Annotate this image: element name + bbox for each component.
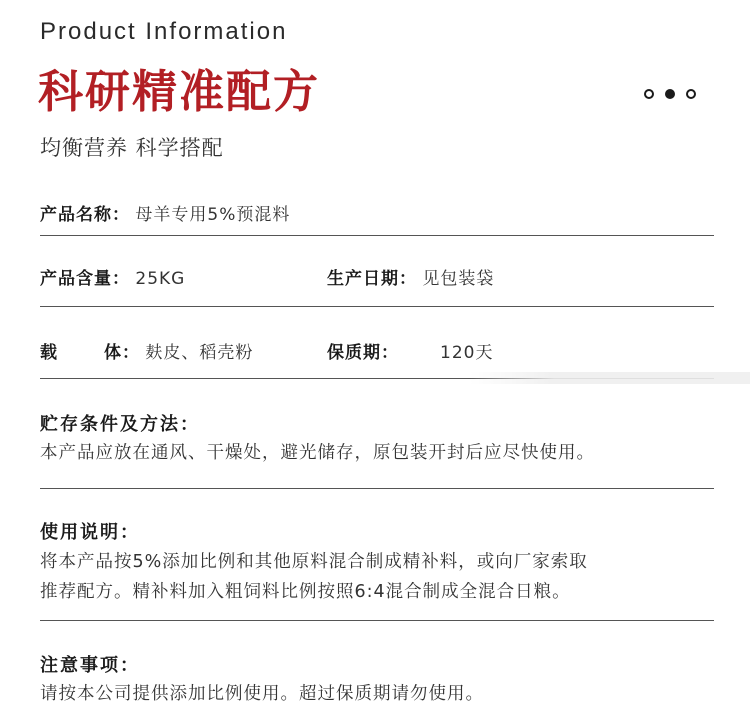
storage-text: 本产品应放在通风、干燥处，避光储存，原包装开封后应尽快使用。 <box>40 443 595 463</box>
spec-row-carrier <box>40 341 253 365</box>
date-value: 见包装袋 <box>422 269 495 289</box>
hero-title: 科研精准配方 <box>38 65 321 118</box>
usage-title: 使用说明： <box>40 522 140 543</box>
carrier-label-b: 体： <box>104 343 140 363</box>
divider <box>40 306 714 307</box>
divider <box>40 488 714 489</box>
pager-dot-active <box>665 89 675 99</box>
name-value: 母羊专用5%预混料 <box>135 205 291 225</box>
weight-value: 25KG <box>135 269 186 289</box>
pager-dots <box>642 88 698 104</box>
shelf-value: 120天 <box>440 343 494 363</box>
carrier-label-a: 载 <box>40 343 58 363</box>
shelf-label: 保质期： <box>327 343 399 363</box>
subtitle: 均衡营养 科学搭配 <box>40 136 224 160</box>
usage-line-2: 推荐配方。精补料加入粗饲料比例按照6:4混合制成全混合日粮。 <box>40 582 571 602</box>
usage-line-1: 将本产品按5%添加比例和其他原料混合制成精补料，或向厂家索取 <box>40 552 588 572</box>
spec-row-weight <box>40 267 185 291</box>
notes-title: 注意事项： <box>40 655 140 676</box>
pager-dot <box>644 89 654 99</box>
divider <box>40 235 714 236</box>
notes-text: 请按本公司提供添加比例使用。超过保质期请勿使用。 <box>40 684 484 704</box>
pager-dot <box>686 89 696 99</box>
divider <box>40 620 714 621</box>
spec-row-name <box>40 203 290 227</box>
faint-band <box>470 372 750 384</box>
date-label: 生产日期： <box>327 269 417 289</box>
kicker-title: Product Information <box>40 18 288 45</box>
spec-row-shelf <box>327 341 493 365</box>
spec-row-date <box>327 267 494 291</box>
storage-title: 贮存条件及方法： <box>40 414 200 435</box>
carrier-value: 麸皮、稻壳粉 <box>145 343 254 363</box>
weight-label: 产品含量： <box>40 269 130 289</box>
name-label: 产品名称： <box>40 205 130 225</box>
